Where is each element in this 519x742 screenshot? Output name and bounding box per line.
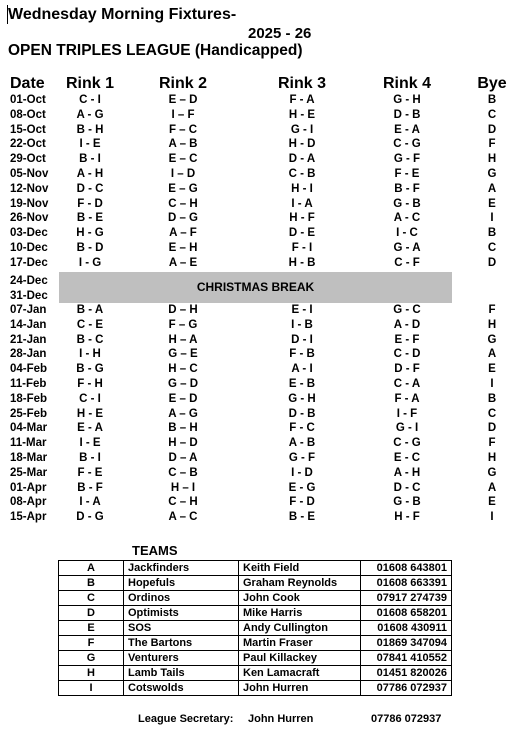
bye-team: C — [487, 242, 497, 254]
rink-2-match: H – C — [168, 363, 198, 376]
team-contact: John Cook — [239, 591, 361, 606]
teams-table — [58, 560, 452, 696]
secretary-name: John Hurren — [248, 713, 314, 725]
rink-3-match: E - B — [288, 378, 316, 390]
fixture-row — [0, 304, 519, 319]
rink-1-match: B - C — [76, 333, 104, 346]
rink-1-match: C - I — [79, 392, 101, 405]
column-header-rink-2: Rink 2 — [158, 75, 207, 92]
team-name: Jackfinders — [124, 561, 239, 576]
rink-1-match: A - H — [76, 168, 104, 180]
christmas-break-label: CHRISTMAS BREAK — [196, 280, 315, 294]
team-row — [59, 561, 452, 576]
team-row — [59, 621, 452, 636]
rink-4-match: D - C — [393, 481, 421, 494]
team-row — [59, 576, 452, 591]
team-name: The Bartons — [124, 636, 239, 651]
fixture-date: 07-Jan — [10, 304, 47, 316]
fixture-row — [0, 198, 519, 213]
rink-2-match: A – C — [168, 511, 198, 524]
bye-team: A — [487, 182, 497, 195]
team-name: Hopefuls — [124, 576, 239, 591]
secretary-label: League Secretary: — [138, 713, 234, 725]
fixture-row — [0, 212, 519, 227]
fixture-date: 21-Jan — [10, 333, 47, 346]
team-row — [59, 606, 452, 621]
fixture-row — [0, 183, 519, 198]
rink-4-match: A - D — [393, 318, 421, 331]
team-name: Venturers — [124, 651, 239, 666]
fixture-row — [0, 94, 519, 109]
fixture-row — [0, 109, 519, 124]
bye-team: B — [487, 94, 497, 106]
team-contact: Ken Lamacraft — [239, 666, 361, 681]
team-phone: 01608 658201 — [361, 606, 452, 621]
team-phone: 07786 072937 — [361, 681, 452, 696]
fixture-date: 25-Mar — [10, 466, 48, 479]
rink-3-match: E - I — [291, 304, 313, 316]
christmas-break-bar — [59, 272, 452, 303]
teams-heading: TEAMS — [132, 543, 178, 558]
rink-2-match: C – H — [168, 496, 198, 509]
team-letter: E — [59, 621, 124, 636]
rink-3-match: C - B — [288, 168, 316, 180]
bye-team: H — [487, 452, 497, 464]
rink-4-match: C - A — [393, 378, 421, 390]
fixture-date: 01-Apr — [10, 481, 47, 494]
rink-1-match: A - G — [76, 108, 104, 121]
bye-team: D — [487, 123, 497, 136]
rink-1-match: E - A — [77, 422, 103, 435]
rink-3-match: D - A — [288, 153, 316, 166]
team-letter: I — [59, 681, 124, 696]
rink-4-match: E - A — [394, 123, 420, 136]
bye-team: D — [487, 256, 497, 269]
fixture-row — [0, 496, 519, 511]
rink-1-match: B - F — [77, 481, 103, 494]
rink-4-match: F - E — [394, 168, 420, 180]
rink-1-match: I - E — [79, 437, 101, 450]
team-contact: Mike Harris — [239, 606, 361, 621]
fixture-date: 05-Nov — [10, 168, 49, 180]
rink-4-match: G - B — [393, 197, 421, 210]
bye-team: B — [487, 227, 497, 240]
rink-3-match: D - I — [291, 333, 313, 346]
rink-4-match: G - H — [393, 94, 421, 106]
rink-4-match: A - C — [393, 212, 421, 225]
rink-2-match: D – H — [168, 304, 198, 316]
league-subtitle: OPEN TRIPLES LEAGUE (Handicapped) — [8, 42, 303, 59]
team-contact: Paul Killackey — [239, 651, 361, 666]
fixture-row — [0, 363, 519, 378]
rink-2-match: E – C — [168, 153, 198, 166]
rink-3-match: A - I — [291, 363, 313, 376]
fixture-date: 12-Nov — [10, 182, 49, 195]
fixture-row — [0, 437, 519, 452]
team-phone: 01451 820026 — [361, 666, 452, 681]
rink-3-match: H - E — [288, 108, 316, 121]
fixture-row — [0, 482, 519, 497]
fixture-row — [0, 168, 519, 183]
team-contact: Andy Cullington — [239, 621, 361, 636]
bye-team: F — [488, 437, 496, 450]
rink-4-match: G - A — [393, 242, 421, 254]
column-header-rink-1: Rink 1 — [65, 75, 114, 92]
bye-team: F — [488, 304, 496, 316]
team-phone: 07917 274739 — [361, 591, 452, 606]
rink-1-match: I - H — [79, 348, 101, 361]
rink-4-match: C - F — [394, 256, 420, 269]
rink-2-match: C – H — [168, 197, 198, 210]
team-letter: F — [59, 636, 124, 651]
fixture-row — [0, 452, 519, 467]
rink-2-match: A – B — [168, 138, 198, 151]
bye-team: H — [487, 318, 497, 331]
rink-4-match: I - F — [396, 407, 418, 420]
rink-2-match: F – C — [168, 123, 198, 136]
fixture-date: 19-Nov — [10, 197, 49, 210]
rink-1-match: I - A — [79, 496, 101, 509]
rink-4-match: A - H — [393, 466, 421, 479]
rink-1-match: D - G — [76, 511, 104, 524]
rink-2-match: A – F — [169, 227, 197, 240]
break-date: 24-Dec — [10, 275, 48, 287]
column-header-bye: Bye — [477, 75, 507, 92]
rink-3-match: G - I — [290, 123, 314, 136]
team-name: Lamb Tails — [124, 666, 239, 681]
bye-team: B — [487, 392, 497, 405]
rink-3-match: H - F — [289, 212, 315, 225]
rink-3-match: F - B — [289, 348, 315, 361]
fixture-date: 04-Feb — [10, 363, 48, 376]
rink-1-match: F - E — [77, 466, 103, 479]
document-title: Wednesday Morning Fixtures- — [8, 6, 237, 23]
team-letter: G — [59, 651, 124, 666]
rink-1-match: I - G — [78, 256, 102, 269]
team-phone: 01869 347094 — [361, 636, 452, 651]
rink-4-match: G - F — [393, 153, 421, 166]
fixture-date: 28-Jan — [10, 348, 47, 361]
rink-3-match: H - I — [291, 182, 313, 195]
team-contact: Martin Fraser — [239, 636, 361, 651]
rink-3-match: H - B — [288, 256, 316, 269]
team-contact: John Hurren — [239, 681, 361, 696]
bye-team: E — [488, 197, 496, 210]
rink-2-match: H – I — [170, 481, 196, 494]
rink-3-match: F - D — [289, 496, 315, 509]
team-phone: 01608 430911 — [361, 621, 452, 636]
fixture-date: 03-Dec — [10, 227, 48, 240]
team-row — [59, 636, 452, 651]
bye-team: I — [490, 378, 494, 390]
rink-4-match: E - F — [394, 333, 420, 346]
fixture-date: 11-Mar — [10, 437, 47, 450]
rink-3-match: F - C — [289, 422, 315, 435]
rink-2-match: B – H — [168, 422, 198, 435]
rink-4-match: G - I — [395, 422, 419, 435]
fixture-date: 08-Apr — [10, 496, 47, 509]
rink-2-match: E – D — [168, 94, 198, 106]
break-date: 31-Dec — [10, 290, 48, 302]
bye-team: E — [488, 496, 496, 509]
fixture-row — [0, 348, 519, 363]
rink-4-match: G - B — [393, 496, 421, 509]
fixture-row — [0, 319, 519, 334]
rink-4-match: C - G — [393, 138, 421, 151]
rink-3-match: H - D — [288, 138, 316, 151]
fixture-row — [0, 124, 519, 139]
team-contact: Keith Field — [239, 561, 361, 576]
rink-1-match: F - H — [77, 378, 103, 390]
rink-4-match: I - C — [396, 227, 418, 240]
secretary-phone: 07786 072937 — [371, 713, 442, 725]
team-name: Ordinos — [124, 591, 239, 606]
rink-4-match: B - F — [394, 182, 420, 195]
fixture-row — [0, 257, 519, 272]
rink-2-match: I – D — [170, 168, 196, 180]
rink-4-match: G - C — [393, 304, 421, 316]
rink-4-match: C - D — [393, 348, 421, 361]
rink-2-match: A – G — [168, 407, 198, 420]
bye-team: H — [487, 153, 497, 166]
rink-3-match: G - F — [288, 452, 316, 464]
rink-1-match: I - E — [79, 138, 101, 151]
fixture-date: 04-Mar — [10, 422, 48, 435]
team-phone: 07841 410552 — [361, 651, 452, 666]
rink-1-match: B - A — [76, 304, 104, 316]
fixture-row — [0, 227, 519, 242]
rink-1-match: B - H — [76, 123, 104, 136]
fixture-date: 14-Jan — [10, 318, 47, 331]
team-name: Optimists — [124, 606, 239, 621]
fixture-date: 17-Dec — [10, 256, 48, 269]
team-phone: 01608 643801 — [361, 561, 452, 576]
rink-1-match: B - I — [79, 452, 101, 464]
column-header-rink-3: Rink 3 — [277, 75, 326, 92]
rink-1-match: B - I — [79, 153, 101, 166]
fixture-date: 18-Mar — [10, 452, 48, 464]
fixture-row — [0, 138, 519, 153]
rink-3-match: F - I — [291, 242, 313, 254]
rink-2-match: A – E — [168, 256, 198, 269]
rink-2-match: E – D — [168, 392, 198, 405]
team-phone: 01608 663391 — [361, 576, 452, 591]
team-name: SOS — [124, 621, 239, 636]
fixture-date: 15-Oct — [10, 123, 46, 136]
rink-1-match: B - D — [76, 242, 104, 254]
bye-team: C — [487, 407, 497, 420]
fixture-row — [0, 378, 519, 393]
rink-4-match: D - B — [393, 108, 421, 121]
rink-2-match: D – A — [168, 452, 198, 464]
rink-2-match: D – G — [167, 212, 199, 225]
rink-4-match: E - C — [393, 452, 421, 464]
rink-1-match: C - I — [79, 94, 101, 106]
rink-2-match: G – D — [167, 378, 199, 390]
rink-2-match: E – H — [168, 242, 198, 254]
rink-2-match: H – A — [168, 333, 198, 346]
rink-2-match: G – E — [168, 348, 198, 361]
bye-team: A — [487, 348, 497, 361]
column-header-rink-4: Rink 4 — [382, 75, 431, 92]
rink-4-match: F - A — [394, 392, 420, 405]
rink-3-match: D - E — [288, 227, 316, 240]
team-letter: H — [59, 666, 124, 681]
rink-3-match: F - A — [289, 94, 315, 106]
fixture-date: 01-Oct — [10, 94, 46, 106]
bye-team: F — [488, 138, 496, 151]
rink-1-match: H - G — [76, 227, 104, 240]
fixture-row — [0, 467, 519, 482]
rink-2-match: H – D — [168, 437, 198, 450]
fixture-row — [0, 153, 519, 168]
bye-team: G — [487, 333, 497, 346]
rink-3-match: B - E — [288, 511, 316, 524]
bye-team: A — [487, 481, 497, 494]
rink-2-match: E – G — [168, 182, 198, 195]
rink-3-match: E - G — [288, 481, 316, 494]
rink-3-match: D - B — [288, 407, 316, 420]
rink-3-match: I - D — [291, 466, 313, 479]
team-contact: Graham Reynolds — [239, 576, 361, 591]
rink-2-match: C – B — [168, 466, 198, 479]
team-letter: A — [59, 561, 124, 576]
bye-team: G — [487, 466, 497, 479]
rink-4-match: C - G — [393, 437, 421, 450]
bye-team: E — [488, 363, 496, 376]
bye-team: D — [487, 422, 497, 435]
season-label: 2025 - 26 — [248, 25, 312, 42]
fixture-row — [0, 334, 519, 349]
team-row — [59, 591, 452, 606]
team-name: Cotswolds — [124, 681, 239, 696]
rink-3-match: I - A — [291, 197, 313, 210]
rink-3-match: G - H — [288, 392, 316, 405]
team-row — [59, 666, 452, 681]
fixture-row — [0, 422, 519, 437]
bye-team: I — [490, 212, 494, 225]
fixture-row — [0, 408, 519, 423]
rink-1-match: B - E — [76, 212, 104, 225]
fixture-row — [0, 393, 519, 408]
bye-team: C — [487, 108, 497, 121]
fixture-date: 25-Feb — [10, 407, 48, 420]
fixture-date: 08-Oct — [10, 108, 46, 121]
team-letter: C — [59, 591, 124, 606]
fixture-row — [0, 511, 519, 526]
team-row — [59, 651, 452, 666]
fixture-row — [0, 242, 519, 257]
bye-team: I — [490, 511, 494, 524]
fixture-date: 22-Oct — [10, 138, 46, 151]
bye-team: G — [487, 168, 497, 180]
rink-3-match: I - B — [291, 318, 313, 331]
fixture-date: 26-Nov — [10, 212, 49, 225]
rink-1-match: F - D — [77, 197, 103, 210]
rink-4-match: H - F — [394, 511, 420, 524]
team-letter: D — [59, 606, 124, 621]
fixture-date: 11-Feb — [10, 378, 47, 390]
fixture-date: 29-Oct — [10, 153, 46, 166]
fixture-date: 15-Apr — [10, 511, 47, 524]
rink-2-match: I – F — [171, 108, 195, 121]
team-row — [59, 681, 452, 696]
rink-1-match: D - C — [76, 182, 104, 195]
rink-1-match: B - G — [76, 363, 104, 376]
fixture-date: 10-Dec — [10, 242, 48, 254]
team-letter: B — [59, 576, 124, 591]
rink-2-match: F – G — [168, 318, 198, 331]
rink-1-match: C - E — [76, 318, 104, 331]
fixture-date: 18-Feb — [10, 392, 48, 405]
column-header-date: Date — [10, 75, 45, 92]
rink-4-match: D - F — [394, 363, 420, 376]
rink-3-match: A - B — [288, 437, 316, 450]
rink-1-match: H - E — [76, 407, 104, 420]
